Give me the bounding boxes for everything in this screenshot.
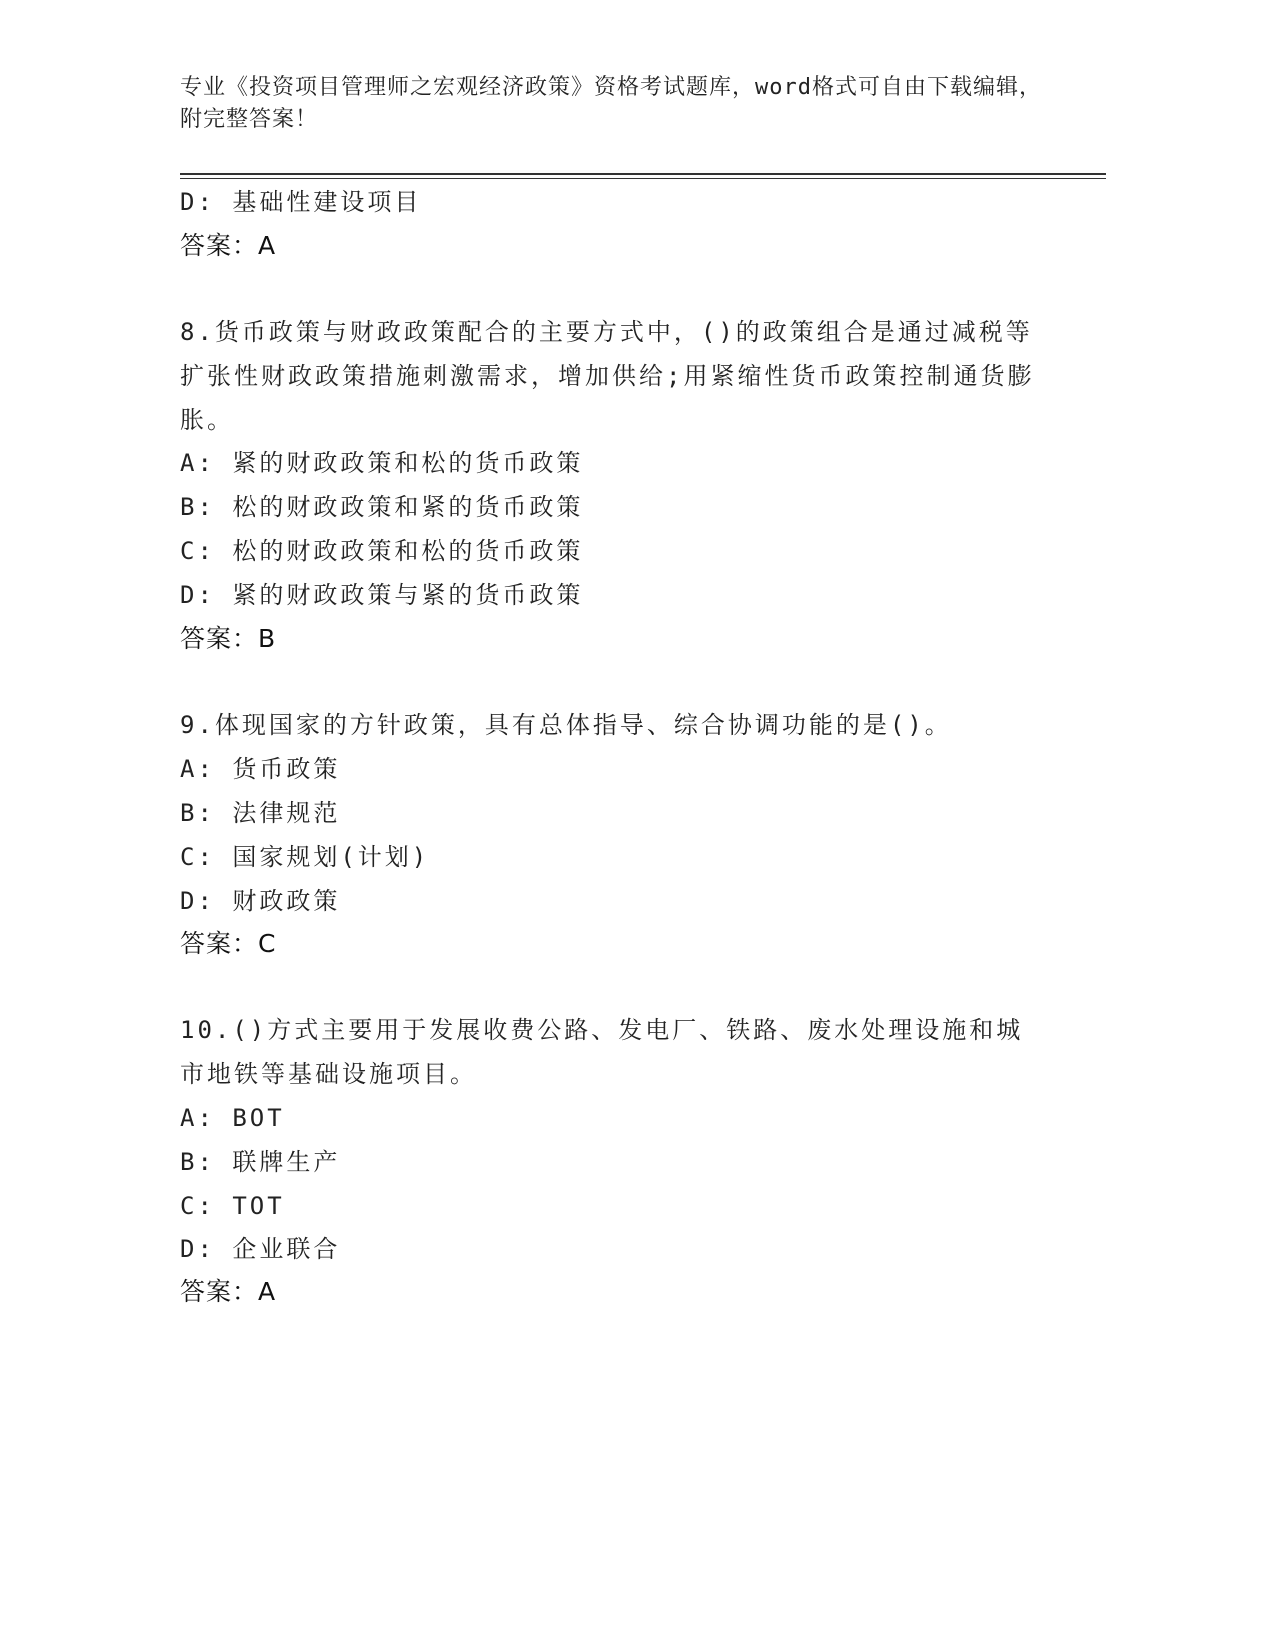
- q7-answer: 答案：A: [180, 231, 277, 260]
- q10-option-c: C: TOT: [180, 1192, 285, 1220]
- q10-option-b: B: 联牌生产: [180, 1148, 341, 1176]
- q9-option-b: B: 法律规范: [180, 799, 341, 827]
- q8-option-a: A: 紧的财政政策和松的货币政策: [180, 449, 584, 477]
- q9-answer: 答案：C: [180, 929, 277, 958]
- header-rule-thin: [180, 178, 1106, 179]
- q7-option-d: D: 基础性建设项目: [180, 188, 422, 216]
- q10-option-d: D: 企业联合: [180, 1235, 341, 1263]
- q8-option-c: C: 松的财政政策和松的货币政策: [180, 537, 584, 565]
- q10-answer: 答案：A: [180, 1277, 277, 1306]
- q9-option-c: C: 国家规划(计划): [180, 843, 430, 871]
- q10-stem: 10.()方式主要用于发展收费公路、发电厂、铁路、废水处理设施和城市地铁等基础设施项目。: [180, 1016, 1024, 1088]
- header-rule-thick: [180, 173, 1106, 175]
- q9-option-a: A: 货币政策: [180, 755, 341, 783]
- q10-option-a: A: BOT: [180, 1104, 285, 1132]
- document-header: 专业《投资项目管理师之宏观经济政策》资格考试题库，word格式可自由下载编辑，附完整答案！: [180, 75, 1042, 132]
- q8-option-b: B: 松的财政政策和紧的货币政策: [180, 493, 584, 521]
- q9-stem: 9.体现国家的方针政策，具有总体指导、综合协调功能的是()。: [180, 711, 952, 739]
- q8-answer: 答案：B: [180, 624, 277, 653]
- q8-option-d: D: 紧的财政政策与紧的货币政策: [180, 581, 584, 609]
- q8-stem: 8.货币政策与财政政策配合的主要方式中，()的政策组合是通过减税等扩张性财政政策措施刺激需求，增加供给;用紧缩性货币政策控制通货膨胀。: [180, 318, 1035, 434]
- q9-option-d: D: 财政政策: [180, 887, 341, 915]
